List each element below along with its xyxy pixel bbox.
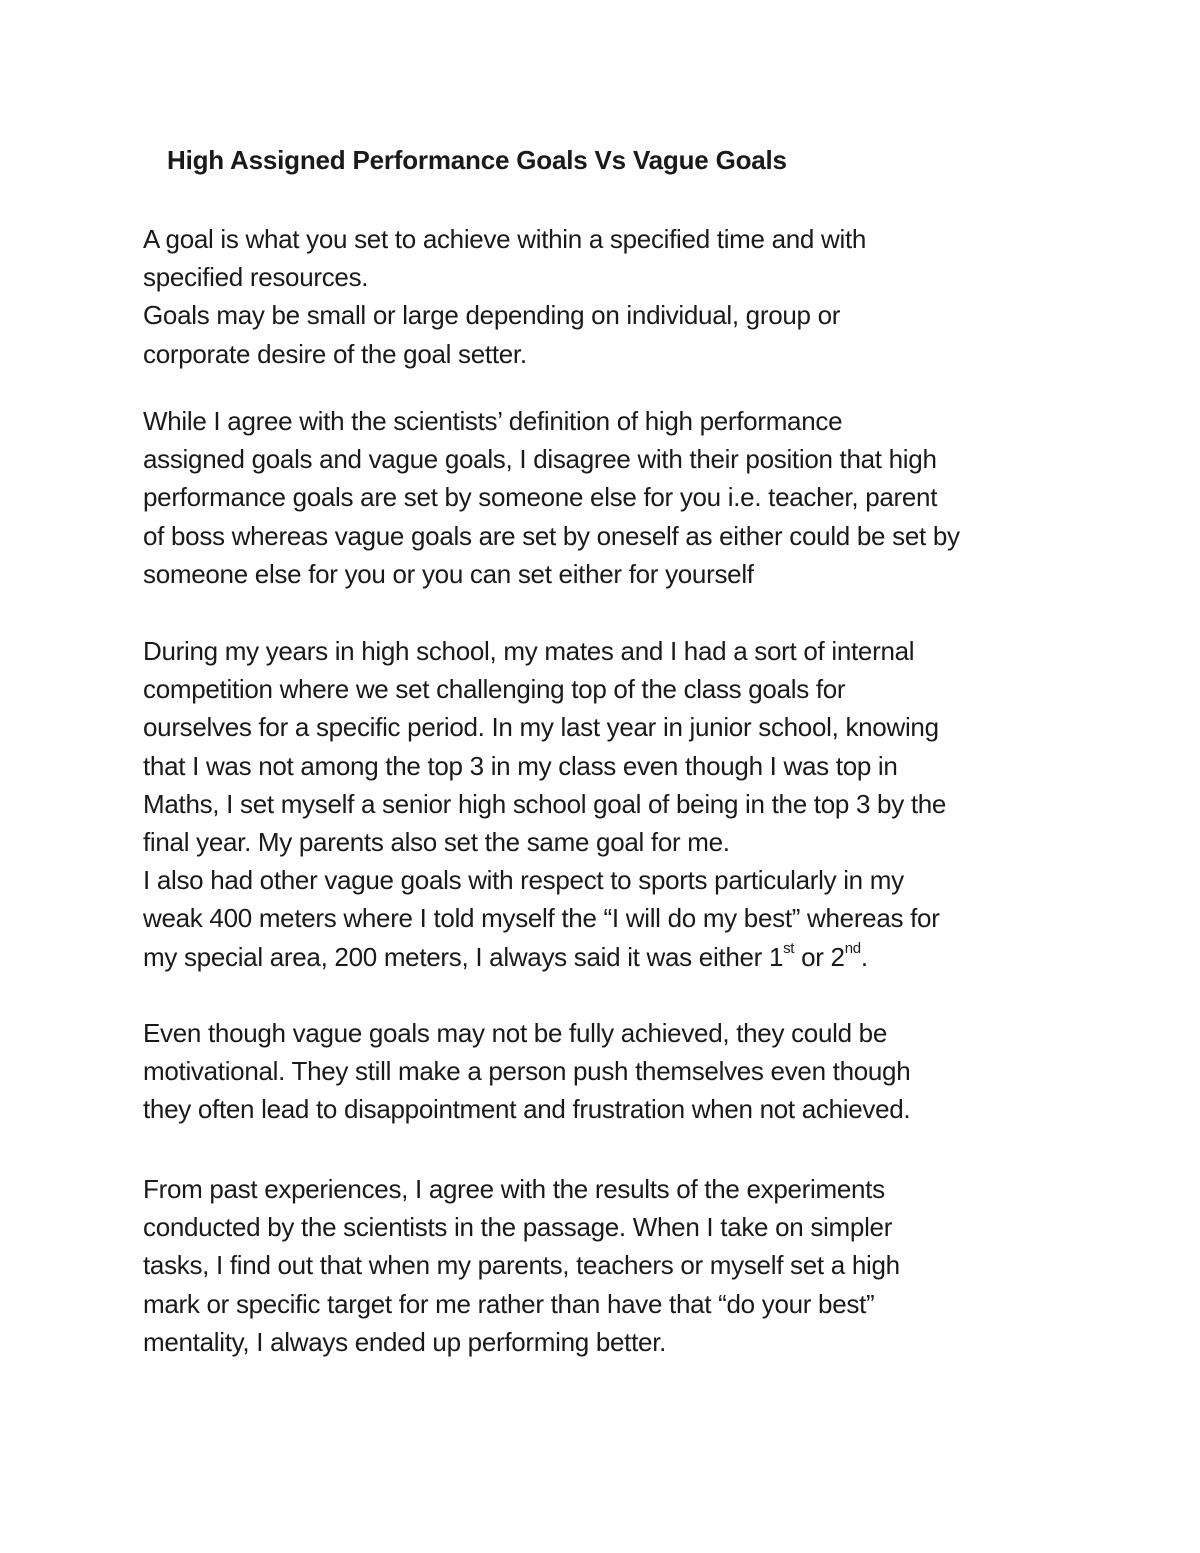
superscript-nd: nd [844,939,861,957]
superscript-st: st [783,939,795,957]
text-line: assigned goals and vague goals, I disagree with their position that high [143,444,937,475]
text-line: A goal is what you set to achieve within a specified time and with [143,224,867,254]
text-line: tasks, I find out that when my parents, teachers or myself set a high [143,1250,900,1281]
text-line: corporate desire of the goal setter. [143,338,527,369]
text-line: During my years in high school, my mates and I had a sort of internal [143,636,915,666]
text-line: I also had other vague goals with respect to sports particularly in my [143,865,904,896]
text-line: competition where we set challenging top of the class goals for [143,674,846,705]
paragraph-position [143,402,960,593]
paragraph-high-school [143,632,946,976]
text-line: ourselves for a specific period. In my last year in junior school, knowing [143,712,939,743]
text-line: conducted by the scientists in the passage. When I take on simpler [143,1212,893,1243]
text-line: performance goals are set by someone else for you i.e. teacher, parent [143,482,938,513]
line-text-middle: or 2 [794,941,845,972]
text-line: From past experiences, I agree with the results of the experiments [143,1174,885,1204]
paragraph-goal-definition [143,220,866,373]
text-line: of boss whereas vague goals are set by oneself as either could be set by [143,520,960,551]
text-line: motivational. They still make a person push themselves even though [143,1056,911,1087]
paragraph-conclusion [143,1170,900,1361]
text-line: they often lead to disappointment and frustration when not achieved. [143,1094,911,1125]
line-text-prefix: my special area, 200 meters, I always said it was either 1 [143,941,784,972]
document-title: High Assigned Performance Goals Vs Vague Goals [167,145,787,175]
text-line: Even though vague goals may not be fully achieved, they could be [143,1018,887,1048]
text-line: specified resources. [143,262,369,293]
text-line-with-superscripts [143,938,946,976]
text-line: While I agree with the scientists’ definition of high performance [143,406,843,436]
line-text-suffix: . [860,941,868,972]
text-line: final year. My parents also set the same goal for me. [143,827,730,858]
paragraph-vague-goals [143,1014,910,1129]
text-line: Goals may be small or large depending on individual, group or [143,300,841,331]
text-line: that I was not among the top 3 in my class even though I was top in [143,750,898,781]
text-line: mentality, I always ended up performing better. [143,1326,667,1357]
text-line: mark or specific target for me rather than have that “do your best” [143,1288,875,1319]
text-line: Maths, I set myself a senior high school goal of being in the top 3 by the [143,788,947,819]
text-line: weak 400 meters where I told myself the “I will do my best” whereas for [143,903,940,934]
text-line: someone else for you or you can set either for yourself [143,558,754,589]
